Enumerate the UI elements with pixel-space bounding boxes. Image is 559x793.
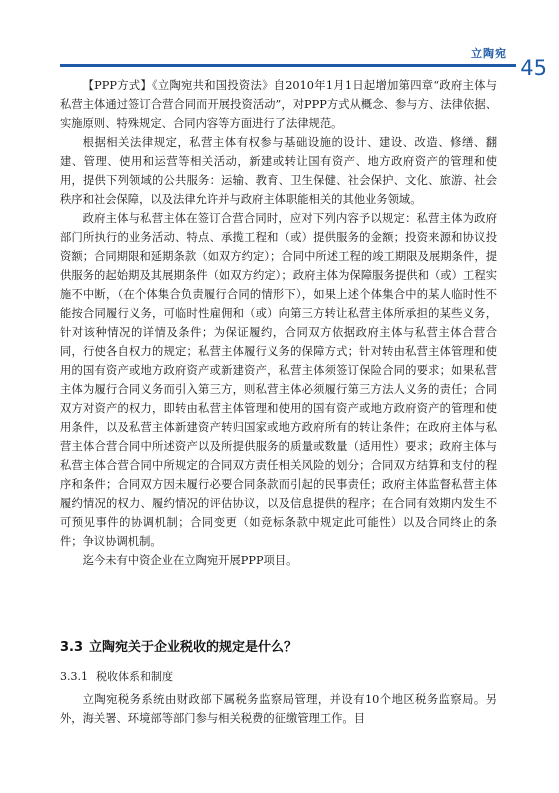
subsection-heading <box>60 668 173 684</box>
section-number: 3.3 <box>60 640 84 655</box>
body-text-2 <box>60 690 497 728</box>
paragraph-chinese-enterprises: 迄今未有中资企业在立陶宛开展PPP项目。 <box>82 554 298 567</box>
header-rule <box>60 64 516 67</box>
section-heading <box>60 636 297 655</box>
section-title: 立陶宛关于企业税收的规定是什么？ <box>89 640 298 655</box>
paragraph-ppp-method: 【PPP方式】《立陶宛共和国投资法》自2010年1月1日起增加第四章“政府主体与私营主体通过签订合营合同而开展投资活动”，对PPP方式从概念、参与方、法律依据、实施原则、特殊规定、合同内容等方面进行了法律规范。 <box>60 79 497 130</box>
body-text <box>60 76 497 570</box>
paragraph-private-participation: 根据相关法律规定，私营主体有权参与基础设施的设计、建设、改造、修缮、翻建、管理、使用和运营等相关活动，新建或转让国有资产、地方政府资产的管理和使用，提供下列领域的公共服务：运输、教育、卫生保健、社会保护、文化、旅游、社会秩序和社会保障，以及法律允许并与政府主体职能相关的其他业务领域。 <box>60 136 497 206</box>
subsection-title: 税收体系和制度 <box>96 670 173 683</box>
paragraph-contract-content: 政府主体与私营主体在签订合营合同时，应对下列内容予以规定：私营主体为政府部门所执行的业务活动、特点、承揽工程和（或）提供服务的金额；投资来源和协议投资额；合同期限和延期条款（如双方约定）；合同中所述工程的竣工期限及展期条件，提供服务的起始期及其展期条件（如双方约定）；政府主体为保障服务提供和（或）工程实施不中断，（在个体集合负责履行合同的情形下），如果上述个体集合中的某人临时性不能按合同履行义务，可临时性雇佣和（或）向第三方转让私营主体所承担的某些义务，针对该种情况的详情及条件；为保证履约，合同双方依据政府主体与私营主体合营合同，行使各自权力的规定；私营主体履行义务的保障方式；针对转由私营主体管理和使用的国有资产或地方政府资产或新建资产，私营主体须签订保险合同的要求；如果私营主体为履行合同义务而引入第三方，则私营主体必须履行第三方法人义务的责任；合同双方对资产的权力，即转由私营主体管理和使用的国有资产或地方政府资产的管理和使用条件，以及私营主体新建资产转归国家或地方政府所有的转让条件；在政府主体与私营主体合营合同中所述资产以及所提供服务的质量或数量（适用性）要求；政府主体与私营主体合营合同中所规定的合同双方责任相关风险的划分；合同双方结算和支付的程序和条件；合同双方因未履行必要合同条款而引起的民事责任；政府主体监督私营主体履约情况的权力、履约情况的评估协议，以及信息提供的程序；在合同有效期内发生不可预见事件的协调机制；合同变更（如竞标条款中规定此可能性）以及合同终止的条件；争议协调机制。 <box>60 212 497 548</box>
header-label: 立陶宛 <box>471 47 507 60</box>
page-number: 45 <box>520 56 547 80</box>
paragraph-tax-system: 立陶宛税务系统由财政部下属税务监察局管理，并设有10个地区税务监察局。另外，海关署、环境部等部门参与相关税费的征缴管理工作。目 <box>60 693 497 725</box>
subsection-number: 3.3.1 <box>60 670 88 683</box>
